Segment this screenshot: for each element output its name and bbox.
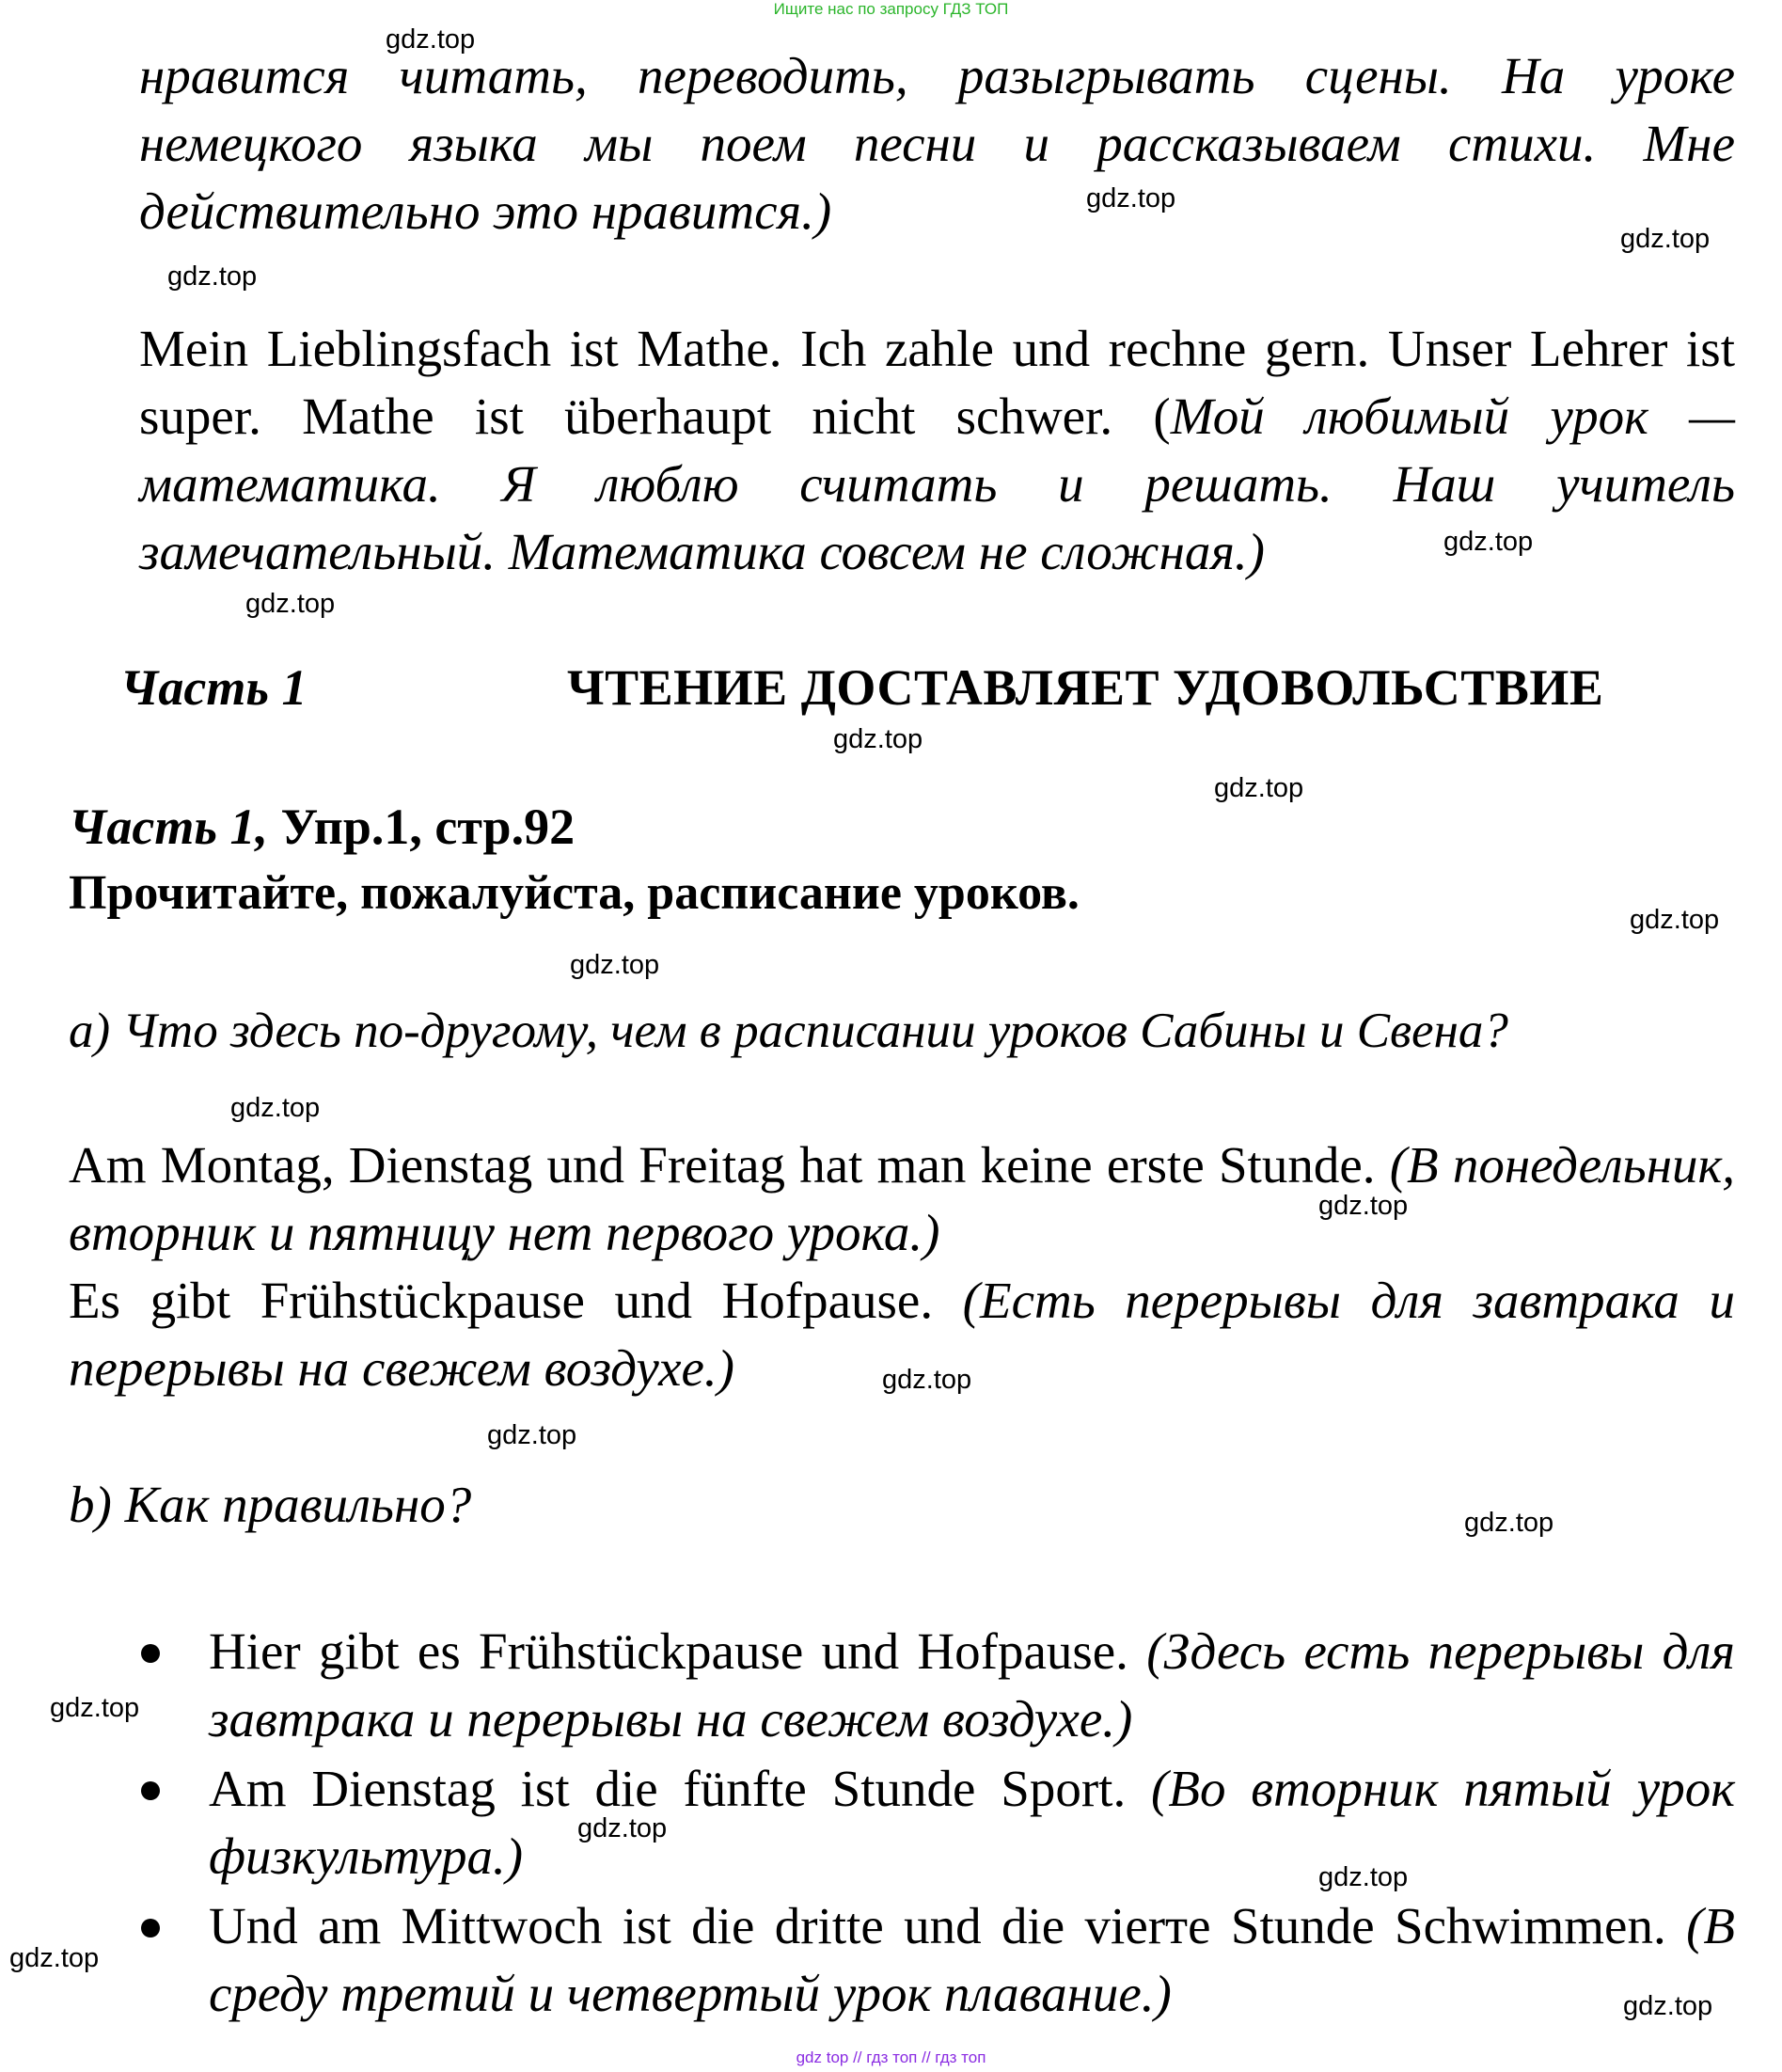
- answer-a1-german: Am Montag, Dienstag und Freitag hat man keine erste Stunde.: [69, 1136, 1390, 1194]
- bullet-icon: [141, 1781, 160, 1800]
- watermark: gdz.top: [167, 261, 258, 292]
- watermark: gdz.top: [1630, 905, 1720, 935]
- intro-paragraph: [139, 42, 1735, 245]
- answer-a2-translation: (Есть перерывы для завтрака и перерывы на свежем воздухе.): [69, 1272, 1735, 1397]
- watermark: gdz.top: [882, 1365, 972, 1395]
- bullet-icon: [141, 1644, 160, 1663]
- watermark: gdz.top: [1464, 1508, 1554, 1538]
- exercise-ref: Упр.1, стр.92: [268, 799, 576, 855]
- watermark: gdz.top: [1086, 183, 1176, 214]
- top-banner[interactable]: Ищите нас по запросу ГДЗ ТОП: [773, 0, 1009, 18]
- watermark: gdz.top: [1620, 224, 1711, 254]
- exercise-title: [69, 798, 575, 856]
- answer-b-list: [141, 1618, 1735, 2030]
- question-b: b) Как правильно?: [69, 1476, 472, 1533]
- bullet-german: Hier gibt es Frühstückpause und Hofpause.: [209, 1622, 1147, 1680]
- intro-translation: нравится читать, переводить, разыгрывать сцены. На уроке немецкого языка мы поем песни и рассказываем стихи. Мне действительно это нравится.): [139, 47, 1735, 240]
- watermark: gdz.top: [570, 950, 660, 980]
- bullet-icon: [141, 1919, 160, 1938]
- list-item: [141, 1892, 1735, 2028]
- watermark: gdz.top: [1318, 1862, 1409, 1892]
- watermark: gdz.top: [50, 1693, 140, 1723]
- watermark: gdz.top: [577, 1813, 668, 1843]
- watermark: gdz.top: [833, 724, 923, 754]
- section-title: ЧТЕНИЕ ДОСТАВЛЯЕТ УДОВОЛЬСТВИЕ: [567, 659, 1604, 716]
- watermark: gdz.top: [1318, 1191, 1409, 1221]
- mathe-german: Mein Lieblingsfach ist Mathe. Ich zahle und rechne gern. Unser Lehrer ist super. Mathe ist überhaupt nicht schwer. (: [139, 320, 1735, 445]
- watermark: gdz.top: [1443, 527, 1534, 557]
- bottom-banner[interactable]: gdz top // гдз топ // гдз топ: [796, 2048, 986, 2066]
- bullet-translation: (В среду третий и четвертый урок плавание.): [209, 1897, 1735, 2022]
- list-item: [141, 1755, 1735, 1890]
- watermark: gdz.top: [1623, 1991, 1713, 2021]
- answer-a2-german: Es gibt Frühstückpause und Hofpause.: [69, 1272, 963, 1329]
- list-item: [141, 1618, 1735, 1753]
- exercise-part: Часть 1,: [69, 799, 269, 855]
- bullet-german: Am Dienstag ist die fünfte Stunde Sport.: [209, 1760, 1152, 1817]
- section-part-label: Часть 1: [120, 659, 308, 716]
- watermark: gdz.top: [386, 24, 476, 55]
- mathe-translation: Мой любимый урок — математика. Я люблю считать и решать. Наш учитель замечательный. Математика совсем не сложная.): [139, 388, 1735, 580]
- watermark: gdz.top: [245, 589, 336, 619]
- watermark: gdz.top: [230, 1093, 321, 1123]
- bullet-translation: (Здесь есть перерывы для завтрака и перерывы на свежем воздухе.): [209, 1622, 1736, 1748]
- watermark: gdz.top: [9, 1943, 100, 1973]
- question-a: a) Что здесь по-другому, чем в расписании уроков Сабины и Свена?: [69, 1004, 1508, 1058]
- watermark: gdz.top: [1214, 773, 1304, 803]
- watermark: gdz.top: [487, 1420, 577, 1450]
- bullet-translation: (Во вторник пятый урок физкультура.): [209, 1760, 1735, 1885]
- answer-a1: [69, 1131, 1735, 1267]
- answer-a1-translation: (В понедельник, вторник и пятницу нет первого урока.): [69, 1136, 1735, 1261]
- bullet-german: Und am Mittwoch ist die dritte und die vierте Stunde Schwimmen.: [209, 1897, 1687, 1954]
- exercise-task: Прочитайте, пожалуйста, расписание уроков.: [69, 866, 1080, 920]
